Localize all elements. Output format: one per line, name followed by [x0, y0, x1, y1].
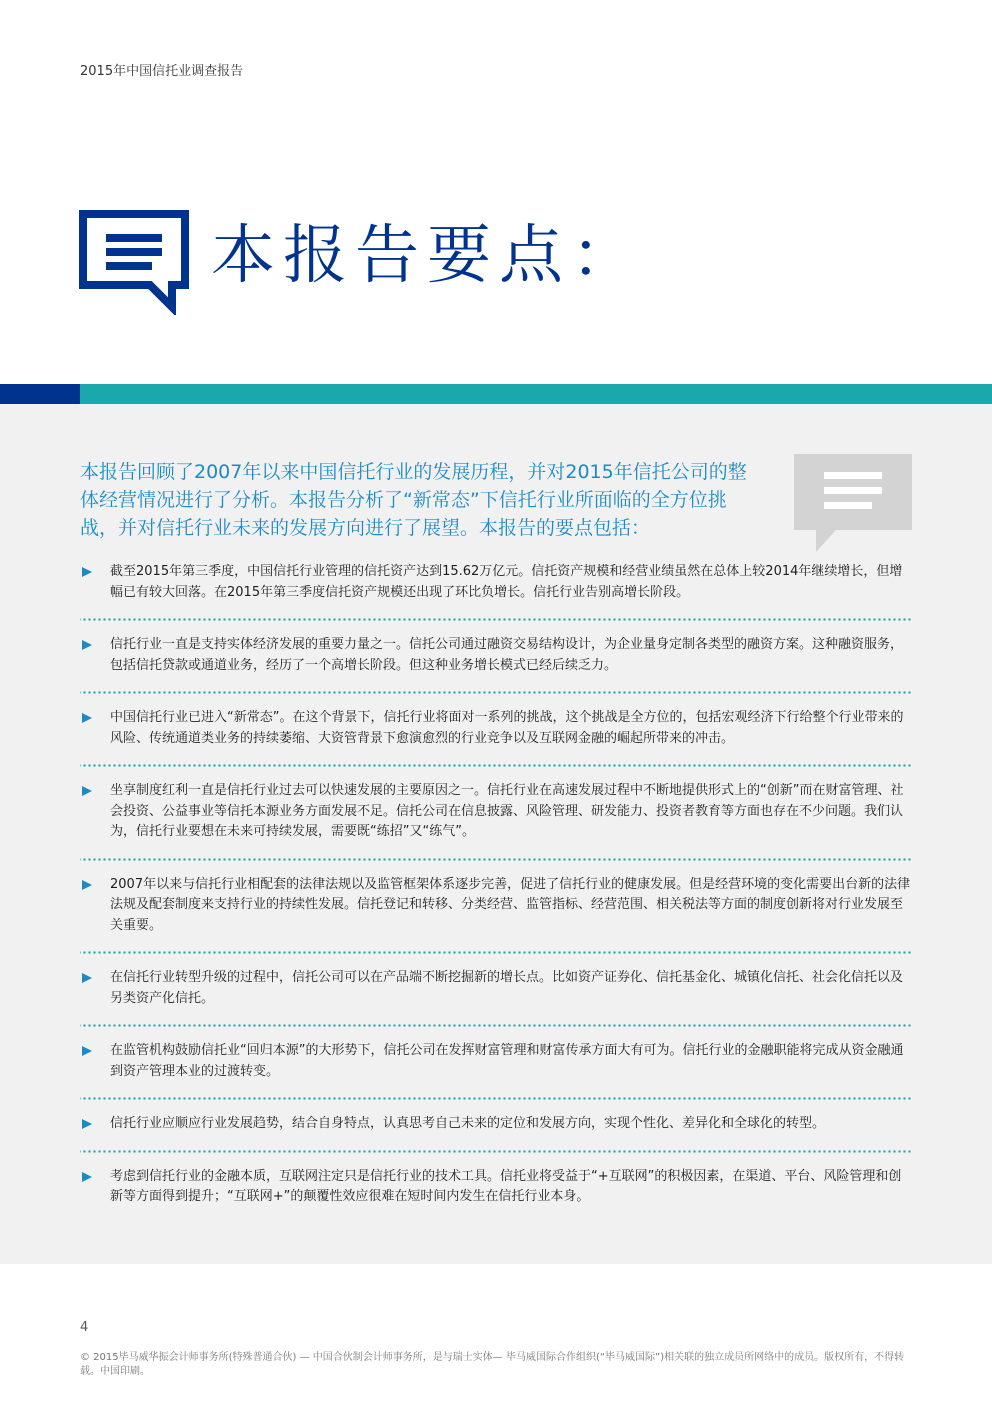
section-heading: 本报告要点：: [211, 219, 643, 293]
triangle-bullet-icon: [82, 973, 92, 983]
triangle-bullet-icon: [82, 880, 92, 890]
point-text: 在监管机构鼓励信托业“回归本源”的大形势下，信托公司在发挥财富管理和财富传承方面大有可为。信托行业的金融职能将完成从资金融通到资产管理本业的过渡转变。: [110, 1043, 904, 1079]
divider-accent-dark: [0, 384, 80, 404]
triangle-bullet-icon: [82, 567, 92, 577]
list-item: [80, 781, 912, 861]
section-divider-band: [0, 384, 992, 404]
speech-bubble-document-icon: [78, 210, 190, 315]
key-points-panel: [0, 404, 992, 1264]
point-text: 在信托行业转型升级的过程中，信托公司可以在产品端不断挖掘新的增长点。比如资产证券化、信托基金化、城镇化信托、社会化信托以及另类资产化信托。: [110, 970, 904, 1006]
list-item: [80, 1167, 912, 1226]
page-number: 4: [80, 1320, 89, 1335]
point-text: 截至2015年第三季度，中国信托行业管理的信托资产达到15.62万亿元。信托资产规模和经营业绩虽然在总体上较2014年继续增长，但增幅已有较大回落。在2015年第三季度信托资产规模还出现了环比负增长。信托行业告别高增长阶段。: [110, 564, 903, 600]
point-text: 考虑到信托行业的金融本质，互联网注定只是信托行业的技术工具。信托业将受益于“+互联网”的积极因素，在渠道、平台、风险管理和创新等方面得到提升；“互联网+”的颠覆性效应很难在短时间内发生在信托行业本身。: [110, 1168, 902, 1204]
triangle-bullet-icon: [82, 1046, 92, 1056]
list-item: [80, 635, 912, 694]
point-text: 信托行业一直是支持实体经济发展的重要力量之一。信托公司通过融资交易结构设计，为企业量身定制各类型的融资方案。这种融资服务，包括信托贷款或通道业务，经历了一个高增长阶段。但这种业务增长模式已经后续乏力。: [110, 637, 904, 673]
list-item: [80, 708, 912, 767]
triangle-bullet-icon: [82, 1119, 92, 1129]
list-item: [80, 968, 912, 1027]
point-text: 中国信托行业已进入“新常态”。在这个背景下，信托行业将面对一系列的挑战，这个挑战是全方位的，包括宏观经济下行给整个行业带来的风险、传统通道类业务的持续萎缩、大资管背景下愈演愈烈的行业竞争以及互联网金融的崛起所带来的冲击。: [110, 710, 904, 746]
list-item: [80, 562, 912, 621]
key-points-list: [80, 562, 912, 1226]
copyright-notice: © 2015毕马威华振会计师事务所(特殊普通合伙) — 中国合伙制会计师事务所，是与瑞士实体— 毕马威国际合作组织(“毕马威国际”)相关联的独立成员所网络中的成员。版权所有，不得转载。中国印刷。: [80, 1352, 905, 1377]
list-item: [80, 1114, 912, 1153]
point-text: 2007年以来与信托行业相配套的法律法规以及监管框架体系逐步完善，促进了信托行业的健康发展。但是经营环境的变化需要出台新的法律法规及配套制度来支持行业的持续性发展。信托登记和转移、分类经营、监管指标、经营范围、相关税法等方面的制度创新将对行业发展至关重要。: [110, 876, 911, 933]
triangle-bullet-icon: [82, 640, 92, 650]
triangle-bullet-icon: [82, 1172, 92, 1182]
speech-bubble-icon: [794, 454, 912, 554]
divider-accent-teal: [80, 384, 992, 404]
triangle-bullet-icon: [82, 786, 92, 796]
point-text: 信托行业应顺应行业发展趋势，结合自身特点，认真思考自己未来的定位和发展方向，实现个性化、差异化和全球化的转型。: [110, 1116, 826, 1131]
intro-paragraph: 本报告回顾了2007年以来中国信托行业的发展历程，并对2015年信托公司的整体经营情况进行了分析。本报告分析了“新常态”下信托行业所面临的全方位挑战，并对信托行业未来的发展方向进行了展望。本报告的要点包括：: [80, 461, 747, 539]
triangle-bullet-icon: [82, 713, 92, 723]
point-text: 坐享制度红利一直是信托行业过去可以快速发展的主要原因之一。信托行业在高速发展过程中不断地提供形式上的“创新”而在财富管理、社会投资、公益事业等信托本源业务方面发展不足。信托公司在信息披露、风险管理、研发能力、投资者教育等方面也存在不少问题。我们认为，信托行业要想在未来可持续发展，需要既“练招”又“练气”。: [110, 783, 904, 839]
report-title: 2015年中国信托业调查报告: [80, 64, 244, 79]
list-item: [80, 875, 912, 955]
list-item: [80, 1041, 912, 1100]
